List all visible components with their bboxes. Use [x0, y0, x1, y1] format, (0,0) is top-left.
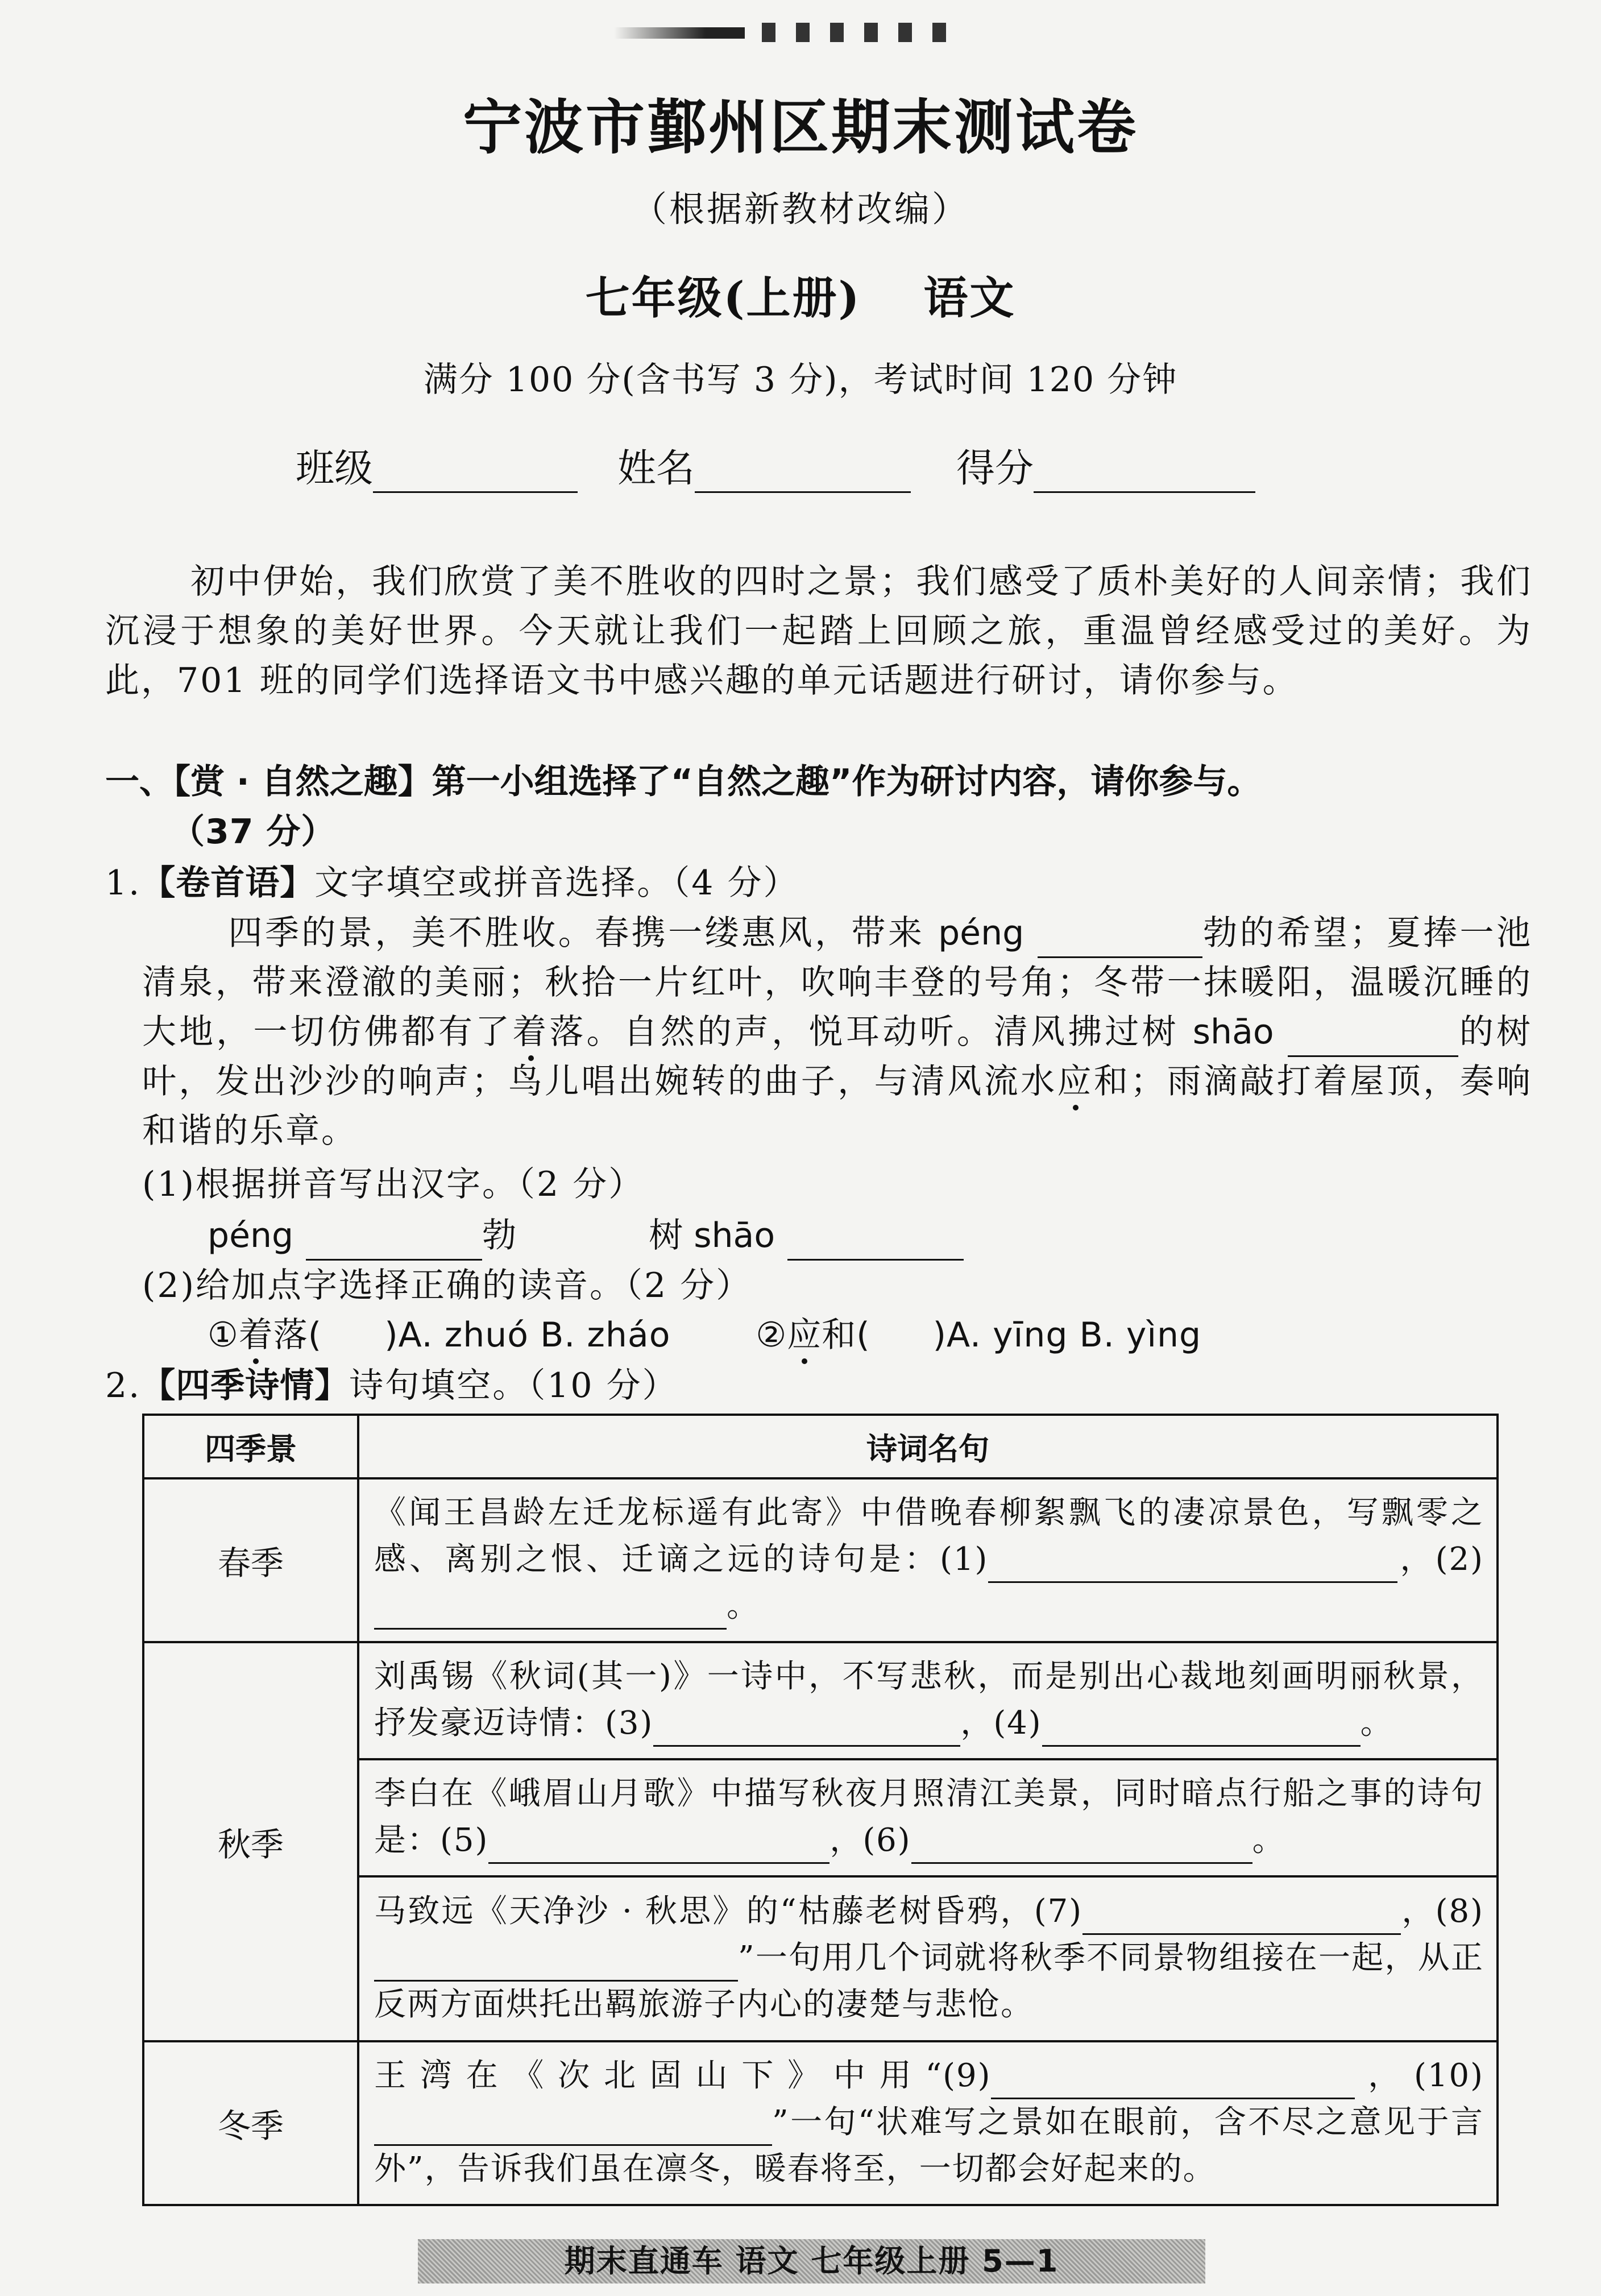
poem-text: ，(8) — [1401, 1893, 1484, 1930]
q2-number: 2. — [105, 1366, 142, 1406]
intro-paragraph: 初中伊始，我们欣赏了美不胜收的四时之景；我们感受了质朴美好的人间亲情；我们沉浸于想象的美好世界。今天就让我们一起踏上回顾之旅，重温曾经感受过的美好。为此，701 班的同学们选择语文书中感兴趣的单元话题进行研讨，请你参与。 — [105, 562, 1532, 701]
poem-text: ，(2) — [1397, 1541, 1484, 1578]
score-field[interactable] — [1034, 457, 1255, 493]
poem-text: 。 — [1252, 1822, 1285, 1859]
q2-instruction: 诗句填空。（10 分） — [349, 1366, 678, 1406]
pinyin-shao: shāo — [1192, 1012, 1274, 1052]
q1-sub2: (2)给加点字选择正确的读音。（2 分） — [142, 1266, 752, 1306]
q1-header — [105, 859, 1532, 908]
poem-text: 刘禹锡《秋词(其一)》一诗中，不写悲秋，而是别出心裁地刻画明丽秋景，抒发豪迈诗情：(3) — [374, 1658, 1484, 1742]
poem-cell — [358, 1876, 1498, 2041]
score-info: 满分 100 分(含书写 3 分)，考试时间 120 分钟 — [423, 360, 1178, 400]
subject-label: 语文 — [923, 272, 1016, 324]
q1-sub2-options — [208, 1311, 1515, 1360]
poem-cell — [358, 1478, 1498, 1642]
blank-4[interactable] — [1042, 1710, 1361, 1747]
passage-text: 勃的希望；夏捧一池清泉，带来澄澈的美丽；秋拾一片红叶，吹响丰登的号角；冬带一抹暖阳，温暖沉睡的大地，一切仿佛都有了 — [142, 913, 1533, 1052]
q1-tag: 【卷首语】 — [141, 863, 315, 903]
poem-text: 李白在《峨眉山月歌》中描写秋夜月照清江美景，同时暗点行船之事的诗句是：(5) — [374, 1775, 1484, 1859]
top-decoration-square — [898, 23, 912, 42]
top-decoration-square — [932, 23, 946, 42]
poem-text: ，(4) — [960, 1705, 1042, 1742]
section1-score: （37 分） — [171, 812, 336, 852]
blank-1[interactable] — [988, 1546, 1397, 1583]
blank-9[interactable] — [991, 2062, 1355, 2099]
poem-text: 。 — [1360, 1705, 1393, 1742]
student-info-row — [296, 438, 1376, 493]
blank-2[interactable] — [374, 1593, 727, 1630]
table-row — [143, 1478, 1498, 1642]
blank-10[interactable] — [374, 2109, 772, 2146]
q1-sub1: (1)根据拼音写出汉字。（2 分） — [142, 1164, 645, 1204]
poem-text: ，(6) — [829, 1822, 911, 1859]
page-footer: 期末直通车 语文 七年级上册 5—1 — [418, 2239, 1205, 2283]
passage-blank-shao[interactable] — [1288, 1020, 1458, 1057]
q1-instruction: 文字填空或拼音选择。（4 分） — [314, 863, 799, 903]
top-decoration-square — [762, 23, 775, 42]
poem-text: ，(10) — [1355, 2057, 1484, 2094]
option-marker: ② — [756, 1315, 787, 1355]
q2-tag: 【四季诗情】 — [141, 1366, 350, 1406]
dotted-char-ying: 应 — [1057, 1062, 1094, 1101]
q1-number: 1. — [105, 863, 142, 903]
passage-text: 落。自然的声，悦耳动听。清风拂过树 — [549, 1012, 1179, 1052]
answer-blank-peng[interactable] — [306, 1224, 482, 1261]
poem-text: 《闻王昌龄左迁龙标遥有此寄》中借晚春柳絮飘飞的凄凉景色，写飘零之感、离别之恨、迁谪之远的诗句是：(1) — [374, 1494, 1484, 1578]
class-label: 班级 — [296, 446, 374, 491]
poem-cell — [358, 2041, 1498, 2205]
exam-subtitle: （根据新教材改编） — [631, 188, 969, 230]
season-winter: 冬季 — [143, 2041, 358, 2205]
poem-text: ”一句“状难写之景如在眼前，含不尽之意见于言外”，告诉我们虽在凛冬，暖春将至，一切都会好起来的。 — [374, 2104, 1484, 2187]
season-autumn: 秋季 — [143, 1642, 358, 2041]
top-decoration-square — [796, 23, 810, 42]
grade-label: 七年级(上册) — [585, 272, 861, 324]
q1-sub1-answers — [208, 1211, 1458, 1261]
blank-3[interactable] — [653, 1710, 960, 1747]
section1-heading — [105, 757, 1561, 807]
pinyin-peng: péng — [938, 913, 1025, 953]
top-decoration-bar — [614, 27, 745, 39]
options-zhuo: )A. zhuó B. zháo — [384, 1315, 671, 1355]
dotted-char-ying-option: 应 — [787, 1315, 822, 1355]
poem-text: 马致远《天净沙 · 秋思》的“枯藤老树昏鸦，(7) — [374, 1893, 1083, 1930]
sub1-pinyin-peng: péng — [208, 1216, 294, 1255]
col-season: 四季景 — [143, 1415, 358, 1478]
top-decoration-square — [864, 23, 878, 42]
name-field[interactable] — [695, 457, 911, 493]
poem-cell — [358, 1642, 1498, 1759]
option-text: 落( — [273, 1315, 322, 1355]
blank-6[interactable] — [911, 1827, 1252, 1864]
sub1-char: 勃 — [482, 1216, 519, 1255]
table-row — [143, 2041, 1498, 2205]
passage-text: 的树叶，发出沙沙的响声；鸟儿唱出婉转的曲子，与清风流水 — [142, 1012, 1533, 1101]
top-decoration-square — [830, 23, 844, 42]
poem-cell — [358, 1759, 1498, 1876]
section1-heading-text: 一、【赏 · 自然之趣】第一小组选择了“自然之趣”作为研讨内容，请你参与。 — [105, 762, 1262, 802]
exam-title: 宁波市鄞州区期末测试卷 — [462, 92, 1138, 162]
name-label: 姓名 — [617, 446, 695, 491]
passage-blank-peng[interactable] — [1038, 921, 1202, 958]
table-header-row — [143, 1415, 1498, 1478]
q1-passage — [142, 909, 1532, 1156]
dotted-char-zhuo: 着 — [512, 1012, 550, 1052]
poem-text: ”一句用几个词就将秋季不同景物组接在一起，从正反两方面烘托出羁旅游子内心的凄楚与悲怆。 — [374, 1939, 1484, 2023]
poem-text: 王湾在《次北固山下》中用“(9) — [374, 2057, 992, 2094]
class-field[interactable] — [373, 457, 578, 493]
table-row — [143, 1642, 1498, 1759]
answer-blank-shao[interactable] — [787, 1224, 964, 1261]
blank-7[interactable] — [1082, 1898, 1401, 1935]
passage-text: 四季的景，美不胜收。春携一缕惠风，带来 — [227, 913, 925, 953]
options-ying: )A. yīng B. yìng — [932, 1315, 1202, 1355]
grade-subject — [0, 263, 1601, 326]
score-label: 得分 — [956, 446, 1034, 491]
option-marker: ① — [208, 1315, 239, 1355]
sub1-pinyin-shao: 树 shāo — [649, 1216, 775, 1255]
season-spring: 春季 — [143, 1478, 358, 1642]
blank-5[interactable] — [488, 1827, 829, 1864]
dotted-char-zhuo-option: 着 — [238, 1315, 273, 1355]
col-poems: 诗词名句 — [358, 1415, 1498, 1478]
option-text: 和( — [822, 1315, 870, 1355]
q2-header — [105, 1361, 1532, 1411]
poem-text: 。 — [727, 1588, 760, 1624]
blank-8[interactable] — [374, 1945, 738, 1982]
poem-table — [142, 1414, 1499, 2206]
passage-text: 和；雨滴敲打着屋顶，奏响和谐的乐章。 — [142, 1062, 1533, 1151]
